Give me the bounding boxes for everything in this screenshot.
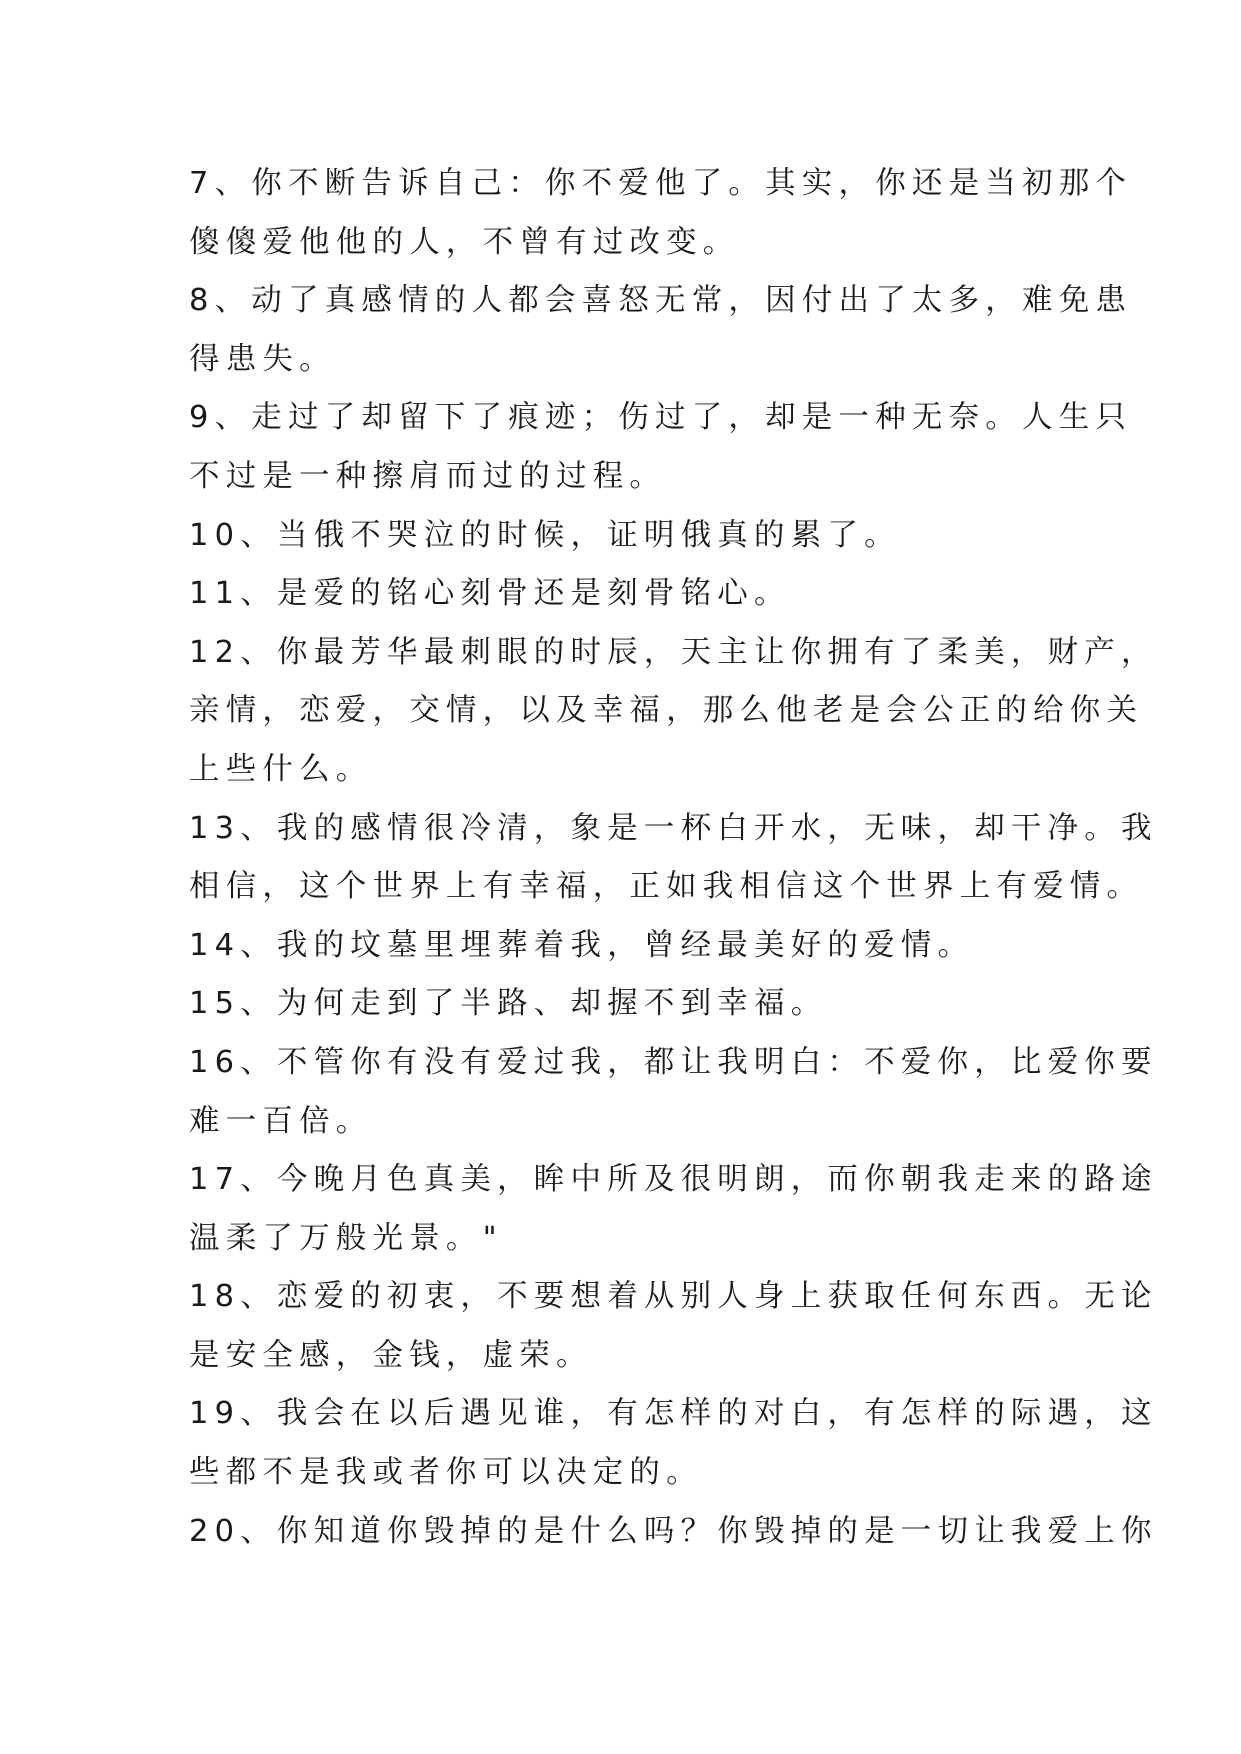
text-line: 难一百倍。 — [189, 1103, 373, 1139]
text-line: 是安全感，金钱，虚荣。 — [189, 1337, 593, 1373]
text-line: 11、是爱的铭心刻骨还是刻骨铭心。 — [189, 576, 791, 612]
text-line: 些都不是我或者你可以决定的。 — [189, 1455, 703, 1491]
text-line: 温柔了万般光景。" — [189, 1220, 503, 1256]
text-line: 上些什么。 — [189, 751, 373, 787]
text-line: 7、你不断告诉自己：你不爱他了。其实，你还是当初那个 — [189, 166, 1133, 201]
text-line: 19、我会在以后遇见谁，有怎样的对白，有怎样的际遇，这 — [189, 1396, 1158, 1432]
text-line: 15、为何走到了半路、却握不到幸福。 — [189, 986, 828, 1022]
text-line: 傻傻爱他他的人，不曾有过改变。 — [189, 224, 740, 260]
text-line: 16、不管你有没有爱过我，都让我明白：不爱你，比爱你要 — [189, 1044, 1158, 1080]
text-line: 亲情，恋爱，交情，以及幸福，那么他老是会公正的给你关 — [189, 693, 1144, 729]
text-line: 17、今晚月色真美，眸中所及很明朗，而你朝我走来的路途 — [189, 1162, 1158, 1198]
text-line: 13、我的感情很冷清，象是一杯白开水，无味，却干净。我 — [189, 810, 1158, 846]
text-line: 得患失。 — [189, 341, 336, 377]
text-line: 20、你知道你毁掉的是什么吗？你毁掉的是一切让我爱上你 — [189, 1513, 1158, 1549]
text-line: 10、当俄不哭泣的时候，证明俄真的累了。 — [189, 517, 901, 553]
text-line: 12、你最芳华最刺眼的时辰，天主让你拥有了柔美，财产， — [189, 634, 1158, 670]
text-line: 18、恋爱的初衷，不要想着从别人身上获取任何东西。无论 — [189, 1279, 1158, 1315]
text-line: 8、动了真感情的人都会喜怒无常，因付出了太多，难免患 — [189, 283, 1133, 319]
document-body — [189, 155, 1158, 1561]
text-line: 相信，这个世界上有幸福，正如我相信这个世界上有爱情。 — [189, 869, 1144, 905]
text-line: 不过是一种擦肩而过的过程。 — [189, 458, 667, 494]
text-line: 9、走过了却留下了痕迹；伤过了，却是一种无奈。人生只 — [189, 400, 1133, 436]
text-line: 14、我的坟墓里埋葬着我，曾经最美好的爱情。 — [189, 927, 975, 963]
